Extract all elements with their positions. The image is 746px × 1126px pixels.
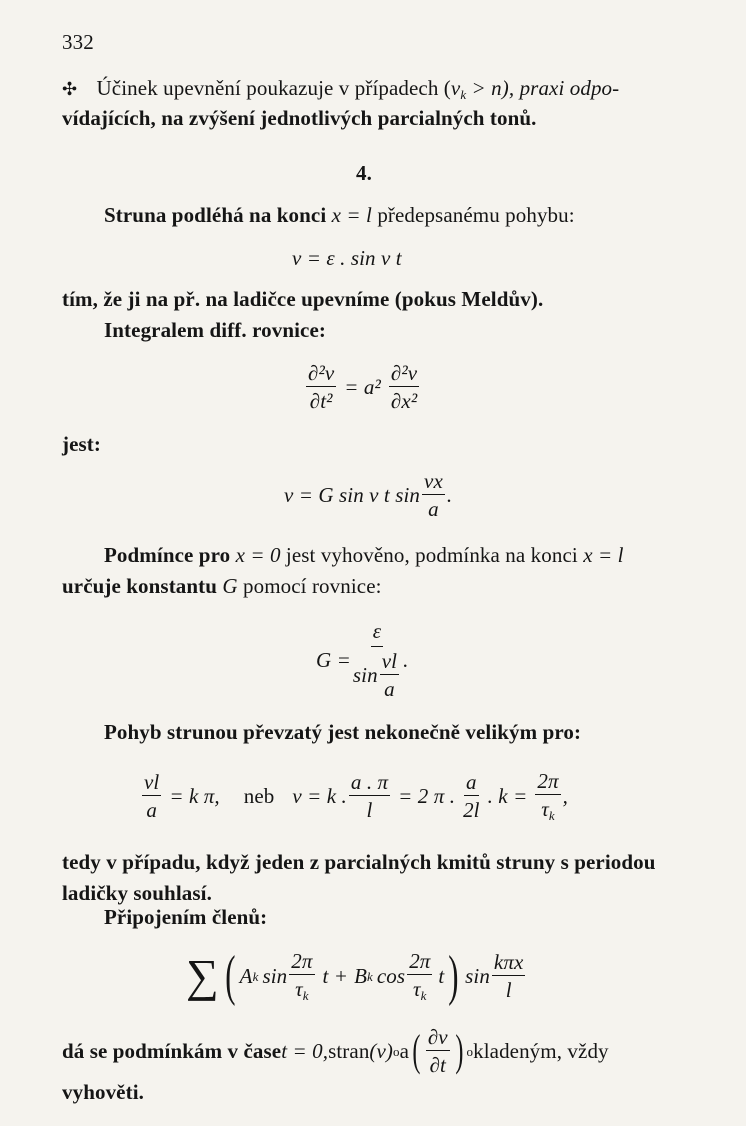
paragraph-2-line-1 — [104, 545, 624, 566]
last-line-v: (v) — [369, 1038, 394, 1063]
line-a: tím, že ji na př. na ladičce upevníme (pokus Meldův). — [62, 287, 544, 311]
eq6-f1-den-tau: τ — [295, 976, 303, 1001]
eq4-left: G = — [316, 647, 351, 672]
eq5-f4-num: 2π — [535, 770, 560, 795]
p2-l2-b: pomocí rovnice: — [237, 574, 382, 598]
equation-4 — [316, 620, 408, 700]
eq5-f2-num: a . π — [349, 771, 390, 796]
eq5-f4-den-tau: τ — [541, 797, 549, 822]
eq6-f2-den — [413, 975, 427, 1003]
equation-5 — [140, 770, 568, 823]
paragraph-3: Pohyb strunou převzatý jest nekonečně velikým pro: — [104, 720, 582, 744]
eq6-B-sub: k — [367, 968, 373, 984]
eq3-num: νx — [422, 470, 445, 495]
eq5-f4-den-sub: k — [548, 808, 555, 824]
eq4-num: ε — [371, 620, 383, 647]
eq2-rhs-fraction — [389, 362, 419, 412]
eq6-f2-num: 2π — [407, 950, 432, 975]
eq3-left: v = G sin ν t sin — [284, 482, 421, 507]
equation-1: v = ε . sin ν t — [292, 246, 402, 270]
paragraph-4-line-2: ladičky souhlasí. — [62, 881, 212, 905]
p2-l1-m1: x = 0 — [235, 543, 281, 567]
eq2-lhs-num: ∂²v — [306, 362, 336, 387]
last-line-b: stran — [328, 1038, 370, 1063]
eq3-den: a — [428, 497, 439, 522]
note-text-end: > n), praxi odpo- — [466, 76, 620, 100]
paragraph-4-line-1: tedy v případu, když jeden z parcialných kmitů struny s periodou — [62, 850, 656, 874]
eq4-end: . — [403, 647, 409, 672]
last-right-paren: ) — [455, 1026, 464, 1076]
eq5-end: , — [562, 783, 568, 808]
p2-l1-m2: x = l — [583, 543, 624, 567]
eq5-frac-3 — [463, 771, 480, 821]
eq3-fraction — [422, 470, 445, 520]
eq2-rhs-num: ∂²v — [389, 362, 419, 387]
note-symbol-sub: k — [460, 87, 467, 102]
last-line — [62, 1026, 609, 1076]
eq4-den-den: a — [384, 677, 395, 702]
eq5-f2-den: l — [366, 798, 373, 823]
equation-6 — [186, 945, 527, 1007]
paragraph-1 — [104, 205, 575, 226]
eq6-A-sub: k — [252, 968, 259, 984]
eq5-f1-num: νl — [142, 771, 161, 796]
eq5-part-1: = k π, — [169, 783, 220, 808]
note-marker-icon: ✣ — [62, 79, 78, 99]
p2-l1-b: jest vyhověno, podmínka na konci — [280, 543, 584, 567]
last-line-d: kladeným, vždy — [473, 1038, 609, 1063]
page-number: 332 — [62, 30, 94, 54]
eq4-fraction — [353, 620, 401, 700]
eq5-f1-den: a — [146, 798, 157, 823]
line-b: Integralem diff. rovnice: — [104, 318, 326, 342]
paragraph-2-line-2 — [62, 576, 382, 597]
last-line-v-sub: o — [393, 1043, 400, 1059]
final-line: vyhověti. — [62, 1080, 144, 1104]
eq5-nu: ν = k . — [292, 783, 347, 808]
p2-l2-a: určuje konstantu — [62, 574, 223, 598]
eq6-f3-num: kπx — [492, 951, 525, 976]
eq5-mid: = 2 π . — [398, 783, 456, 808]
note-line-1 — [62, 78, 619, 101]
eq5-frac-2 — [349, 771, 390, 821]
eq6-t: t — [438, 963, 445, 988]
eq2-mid: = a² — [344, 374, 381, 399]
eq6-frac-1 — [289, 950, 314, 1003]
eq5-k: . k = — [487, 783, 528, 808]
paragraph-5: Připojením členů: — [104, 905, 268, 929]
eq6-sin-2: sin — [465, 963, 490, 988]
last-sub: o — [466, 1043, 474, 1059]
eq2-lhs-fraction — [306, 362, 336, 412]
eq4-den-fraction — [380, 650, 399, 700]
last-line-a: dá se podmínkám v čase — [62, 1038, 282, 1063]
sum-symbol: ∑ — [186, 950, 219, 1001]
eq6-f3-den: l — [505, 978, 512, 1002]
last-left-paren: ( — [412, 1026, 421, 1076]
paragraph-1-text: Struna podléhá na konci — [104, 203, 332, 227]
eq6-frac-3 — [492, 951, 525, 1001]
eq6-frac-2 — [407, 950, 432, 1003]
last-frac-den: ∂t — [429, 1053, 446, 1078]
section-heading: 4. — [356, 161, 372, 185]
last-line-c: a — [399, 1038, 410, 1063]
eq6-cos: cos — [376, 963, 406, 988]
eq4-den-sin: sin — [352, 663, 378, 688]
eq3-end: . — [446, 482, 453, 507]
eq6-f2-den-sub: k — [420, 987, 427, 1003]
eq2-lhs-den: ∂t² — [309, 389, 333, 414]
paragraph-1-math: x = l — [331, 203, 372, 227]
p2-l2-m: G — [222, 574, 238, 598]
note-line-2: vídajících, na zvýšení jednotlivých parcialných tonů. — [62, 106, 537, 130]
note-symbol: ν — [450, 76, 461, 100]
equation-2 — [304, 362, 421, 412]
eq5-f3-den: 2l — [463, 798, 480, 823]
jest-label: jest: — [62, 432, 101, 456]
last-line-m: t = 0, — [281, 1038, 329, 1063]
eq4-den-num: νl — [380, 650, 399, 675]
eq2-rhs-den: ∂x² — [390, 389, 418, 414]
eq5-f4-den — [541, 795, 555, 823]
eq5-f3-num: a — [464, 771, 479, 796]
eq6-A: A — [239, 963, 253, 988]
eq6-f1-den — [295, 975, 309, 1003]
eq6-f1-num: 2π — [289, 950, 314, 975]
eq5-neb: neb — [243, 783, 275, 808]
last-frac-num: ∂v — [426, 1026, 450, 1051]
p2-l1-a: Podmínce pro — [104, 543, 236, 567]
paragraph-1-end: předepsanému pohybu: — [371, 203, 575, 227]
eq6-right-paren: ) — [448, 945, 459, 1007]
eq6-t-plus: t + — [322, 963, 349, 988]
eq5-frac-1 — [142, 771, 161, 821]
note-text-start: Účinek upevnění poukazuje v případech ( — [96, 76, 451, 100]
equation-3 — [284, 470, 452, 520]
eq6-f1-den-sub: k — [302, 987, 309, 1003]
eq6-sin: sin — [262, 963, 288, 988]
eq6-f2-den-tau: τ — [413, 976, 421, 1001]
eq5-frac-4 — [535, 770, 560, 823]
eq4-den — [353, 647, 401, 700]
eq6-left-paren: ( — [225, 945, 236, 1007]
last-fraction — [426, 1026, 450, 1076]
eq6-B: B — [354, 963, 368, 988]
